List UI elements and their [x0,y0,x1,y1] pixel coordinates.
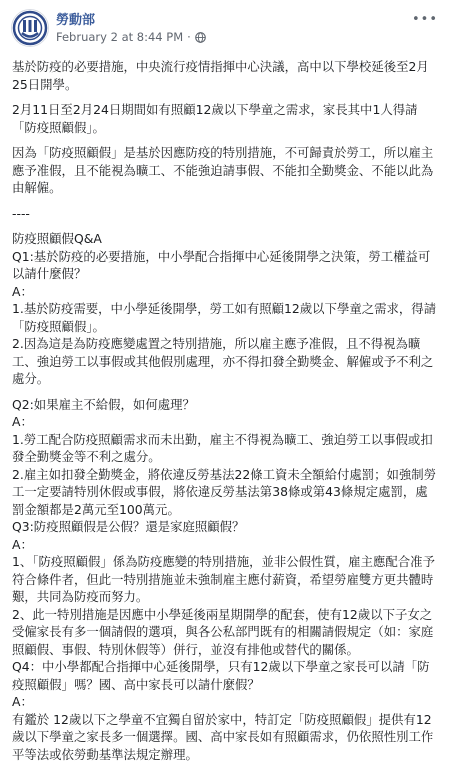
post-text-line: Q4：中小學都配合指揮中心延後開學，只有12歲以下學童之家長可以請「防疫照顧假」嗎？國、高中家長可以請什麼假？ [12,658,440,693]
post-text-line: A： [12,536,440,554]
post-text-line: A： [12,413,440,431]
paragraph-gap [12,136,440,144]
post-text-line: 1.勞工配合防疫照顧需求而未出勤，雇主不得視為曠工、強迫勞工以事假或扣發全勤獎金等不利之處分。 [12,431,440,466]
post-text-line: 2.雇主如扣發全勤獎金，將依違反勞基法22條工資未全額給付處罰；如強制勞工一定要請特別休假或事假，將依違反勞基法第38條或第43條規定處罰，處罰金額都是2萬元至100萬元。 [12,466,440,519]
post-text-line: 基於防疫的必要措施，中央流行疫情指揮中心決議，高中以下學校延後至2月25日開學。 [12,58,440,93]
post-header [0,0,452,58]
paragraph-gap [12,388,440,396]
post-text-line: Q2:如果雇主不給假，如何處理？ [12,396,440,414]
post-text-line: A： [12,283,440,301]
post-text-line: 有鑑於 12歲以下之學童不宜獨自留於家中，特訂定「防疫照顧假」提供有12歲以下學童之家長多一個選擇。國、高中家長如有照顧需求，仍依照性別工作平等法或依勞動基準法規定辦理。 [12,711,440,763]
post-body [0,58,452,763]
post-text-line: 1、「防疫照顧假」係為防疫應變的特別措施，並非公假性質，雇主應配合准予符合條件者，但此一特別措施並未強制雇主應付薪資，希望勞雇雙方更共體時艱，共同為防疫而努力。 [12,553,440,606]
post-text-line: Q1:基於防疫的必要措施，中小學配合指揮中心延後開學之決策，勞工權益可以請什麼假？ [12,248,440,283]
page-avatar-logo-icon[interactable] [11,9,49,47]
page-name-link[interactable]: 勞動部 [56,9,95,28]
post-text-line: A： [12,693,440,711]
post-text-line: Q3:防疫照顧假是公假？還是家庭照顧假？ [12,518,440,536]
post-text-line: 防疫照顧假Q&A [12,230,440,248]
post-meta [56,30,206,44]
paragraph-gap [12,93,440,101]
post-timestamp-link[interactable]: February 2 at 8:44 PM [56,30,183,44]
post-text-line: 2月11日至2月24日期間如有照顧12歲以下學童之需求，家長其中1人得請「防疫照顧假」。 [12,101,440,136]
post-text-line: 2.因為這是為防疫應變處置之特別措施，所以雇主應予准假，且不得視為曠工、強迫勞工以事假或其他假別處理，亦不得扣發全勤獎金、解僱或予不利之處分。 [12,335,440,388]
post-text-line: 因為「防疫照顧假」是基於因應防疫的特別措施，不可歸責於勞工，所以雇主應予准假，且不能視為曠工、不能強迫請事假、不能扣全勤獎金、不能以此為由解僱。 [12,144,440,197]
meta-separator: · [187,30,191,44]
globe-icon [195,32,206,43]
more-options-icon[interactable]: ••• [412,12,438,27]
post-text-line: 2、此一特別措施是因應中小學延後兩星期開學的配套，使有12歲以下子女之受僱家長有多一個請假的選項，與各公私部門既有的相關請假規定（如：家庭照顧假、事假、特別休假等）併行，並沒有排他或替代的關係。 [12,606,440,659]
post-text-line: ---- [12,205,440,223]
paragraph-gap [12,197,440,205]
paragraph-gap [12,222,440,230]
post-text-line: 1.基於防疫需要，中小學延後開學，勞工如有照顧12歲以下學童之需求，得請「防疫照顧假」。 [12,300,440,335]
